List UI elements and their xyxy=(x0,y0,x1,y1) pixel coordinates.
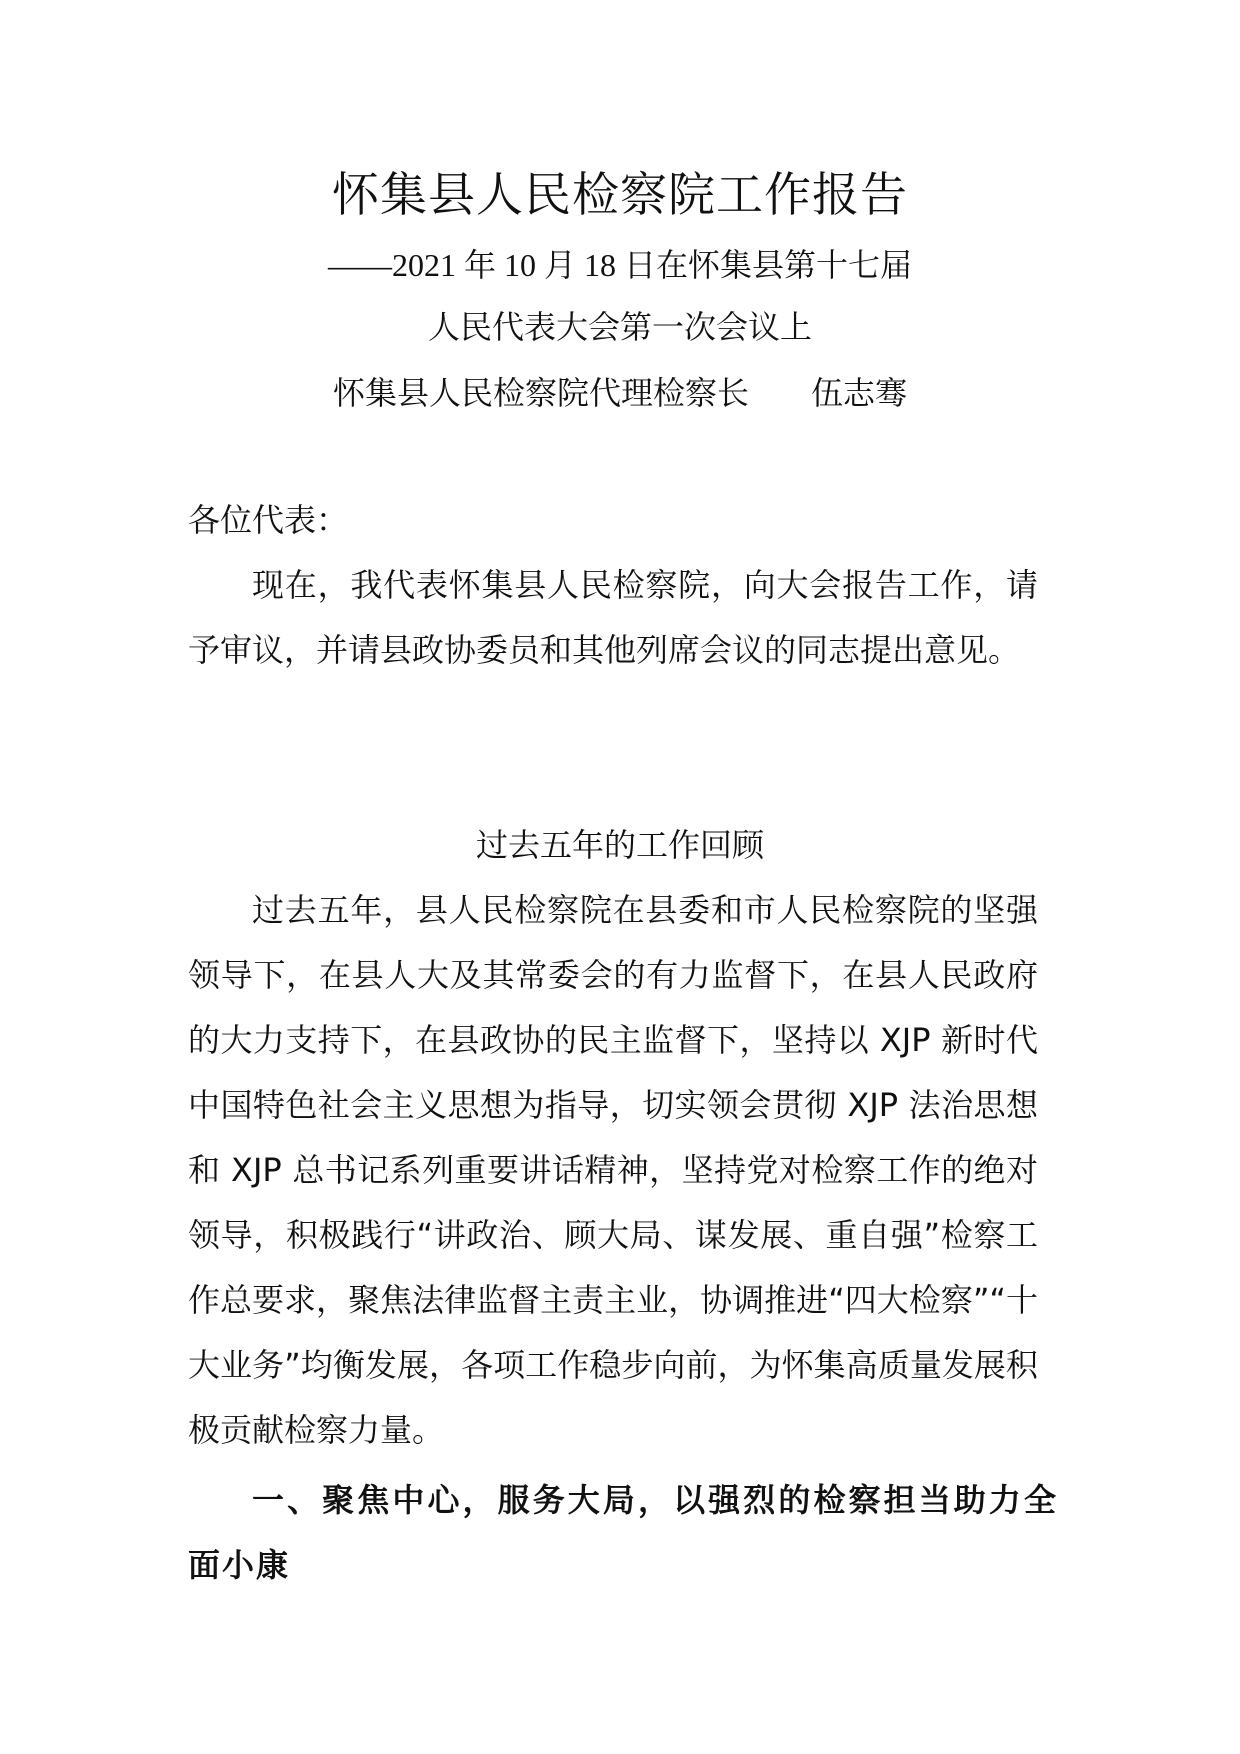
section-heading-one: 一、聚焦中心，服务大局，以强烈的检察担当助力全面小康 xyxy=(188,1481,1058,1584)
document-title: 怀集县人民检察院工作报告 xyxy=(332,168,908,223)
section-title: 过去五年的工作回顾 xyxy=(475,826,764,864)
author-role: 怀集县人民检察院代理检察长 xyxy=(332,374,749,412)
author-line xyxy=(0,370,1240,416)
subtitle-meeting-line: 人民代表大会第一次会议上 xyxy=(427,308,812,346)
salutation: 各位代表： xyxy=(188,501,349,539)
review-paragraph: 过去五年，县人民检察院在县委和市人民检察院的坚强领导下，在县人大及其常委会的有力监督下，在县人民政府的大力支持下，在县政协的民主监督下，坚持以 XJP 新时代中国特色社会主义思想为指导，切实领会贯彻 XJP 法治思想和 XJP 总书记系列重要讲话精神，坚持党对检察工作的绝对领导，积极践行“讲政治、顾大局、谋发展、重自强”检察工作总要求，聚焦法律监督主责主业，协调推进“四大检察”“十大业务”均衡发展，各项工作稳步向前，为怀集高质量发展积极贡献检察力量。 xyxy=(188,891,1038,1449)
author-name: 伍志骞 xyxy=(811,374,908,412)
intro-paragraph: 现在，我代表怀集县人民检察院，向大会报告工作，请予审议，并请县政协委员和其他列席会议的同志提出意见。 xyxy=(188,566,1038,669)
subtitle-date-line: ——2021 年 10 月 18 日在怀集县第十七届 xyxy=(327,247,912,283)
